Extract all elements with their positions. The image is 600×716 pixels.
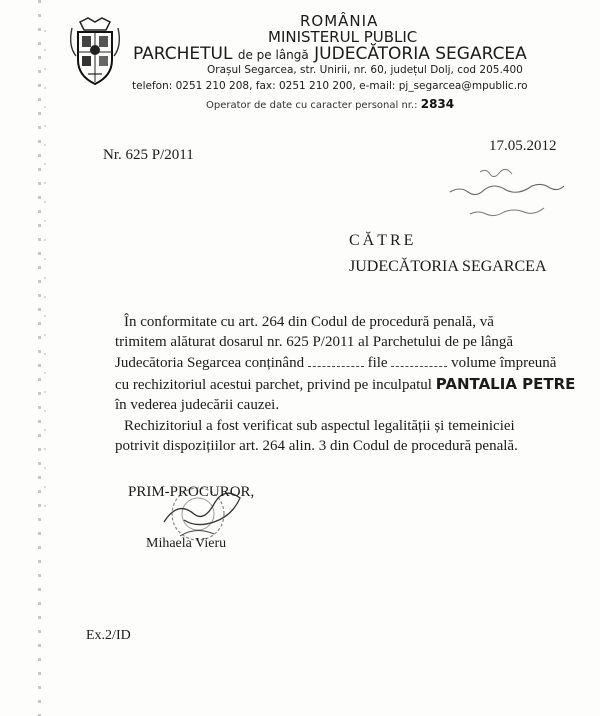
- volumes-blank-field: [391, 354, 447, 367]
- header-contact: telefon: 0251 210 208, fax: 0251 210 200, e-mail: pj_segarcea@mpublic.ro: [132, 80, 528, 92]
- office-name-part2: de pe lângă: [237, 48, 309, 62]
- document-date: 17.05.2012: [489, 138, 557, 154]
- header-office: [133, 44, 527, 64]
- handwritten-registration-mark: [430, 158, 580, 228]
- header-ministry: MINISTERUL PUBLIC: [268, 28, 418, 46]
- paragraph-1-line-4-start: cu rechizitoriul acestui parchet, privind pe inculpatul: [115, 376, 432, 393]
- paragraph-1-continuation: [115, 332, 600, 416]
- paragraph-1-line-5: în vederea judecării cauzei.: [115, 397, 280, 414]
- recipient-label: CĂTRE: [349, 232, 417, 249]
- paragraph-1-line-2: trimitem alăturat dosarul nr. 625 P/2011 al Parchetului de pe lângă: [115, 334, 514, 350]
- signatory-name: Mihaela Vieru: [146, 536, 227, 551]
- header-operator: [206, 97, 454, 111]
- operator-number: 2834: [420, 97, 455, 111]
- paragraph-2-first-line: Rechizitoriul a fost verificat sub aspectul legalității și temeiniciei: [124, 418, 515, 434]
- accused-name: PANTALIA PETRE: [435, 374, 576, 393]
- coat-of-arms-icon: [66, 16, 124, 88]
- pages-label: file: [367, 354, 388, 371]
- operator-label: Operator de date cu caracter personal nr.:: [206, 100, 418, 111]
- reference-number: Nr. 625 P/2011: [103, 147, 194, 163]
- paragraph-1-line-3-start: Judecătoria Segarcea conținând: [115, 354, 305, 371]
- office-name-part1: PARCHETUL: [133, 44, 233, 64]
- volumes-label: volume împreună: [451, 354, 557, 371]
- pages-blank-field: [308, 354, 364, 367]
- header-country: ROMÂNIA: [300, 12, 379, 30]
- header-address: Orașul Segarcea, str. Unirii, nr. 60, județul Dolj, cod 205.400: [207, 64, 523, 76]
- scan-edge-artifact: [38, 0, 41, 716]
- copies-note: Ex.2/ID: [86, 628, 131, 643]
- signature-title: PRIM-PROCUROR,: [128, 484, 255, 500]
- office-name-part3: JUDECĂTORIA SEGARCEA: [314, 44, 527, 64]
- scan-edge-artifact: [44, 30, 46, 510]
- paragraph-1-line-4: [115, 374, 600, 396]
- recipient-court: JUDECĂTORIA SEGARCEA: [349, 258, 547, 275]
- paragraph-1-first-line: În conformitate cu art. 264 din Codul de procedură penală, vă: [124, 314, 494, 330]
- paragraph-2-line-2: potrivit dispozițiilor art. 264 alin. 3 din Codul de procedură penală.: [115, 438, 518, 454]
- paragraph-1-line-3: [115, 353, 600, 374]
